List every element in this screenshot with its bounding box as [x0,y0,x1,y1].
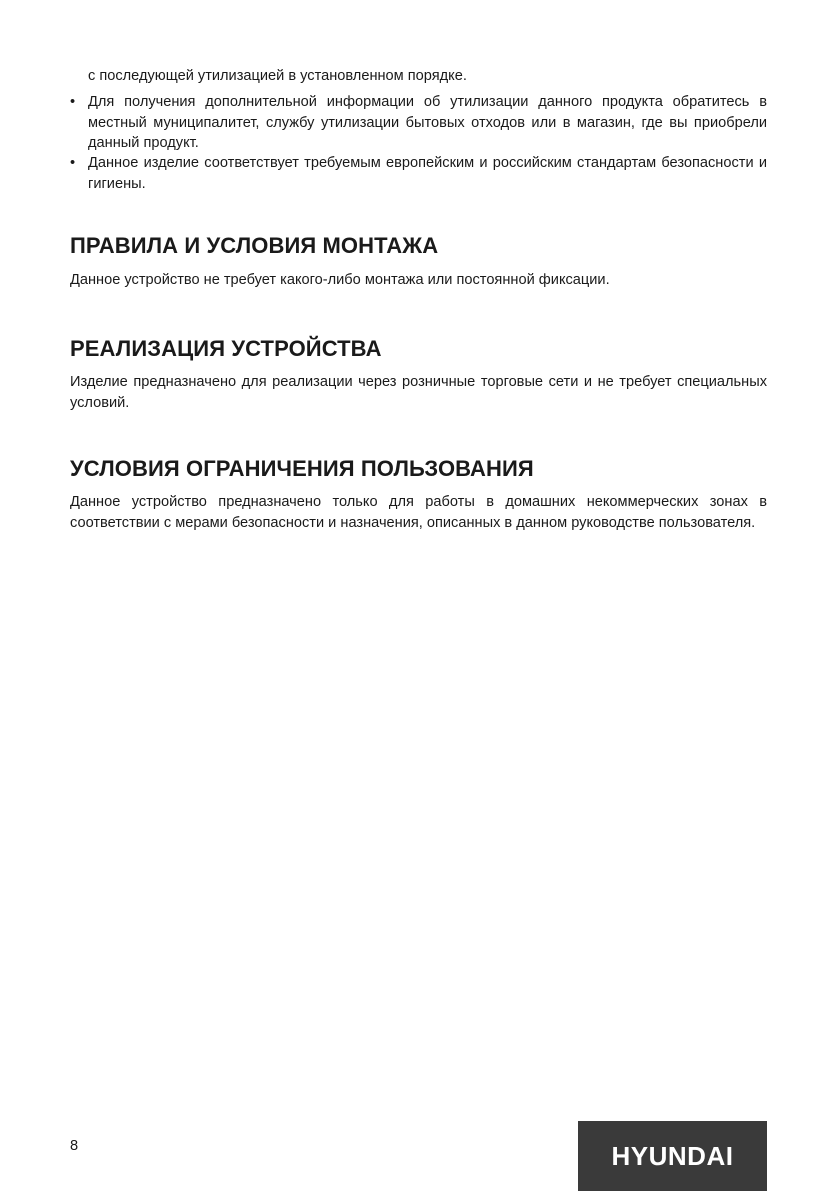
bullet-text: Для получения дополнительной информации об утилизации данного продукта обратитесь в местный муниципалитет, службу утилизации бытовых отходов или в магазин, где вы приобрели данный продукт. [88,94,767,151]
section-heading-installation: ПРАВИЛА И УСЛОВИЯ МОНТАЖА [70,233,439,258]
list-item [70,92,767,154]
bullet-icon: • [70,155,76,171]
section-heading-restrictions: УСЛОВИЯ ОГРАНИЧЕНИЯ ПОЛЬЗОВАНИЯ [70,456,534,481]
page-number: 8 [70,1138,79,1154]
bullet-text: Данное изделие соответствует требуемым европейским и российским стандартам безопасности и гигиены. [88,155,767,192]
section-text-installation: Данное устройство не требует какого-либо монтажа или постоянной фиксации. [70,272,610,288]
bullet-icon: • [70,94,76,110]
list-item [70,153,767,194]
section-text-sales: Изделие предназначено для реализации через розничные торговые сети и не требует специальных условий. [70,374,767,411]
brand-logo-text: HYUNDAI [611,1140,734,1171]
section-text-restrictions: Данное устройство предназначено только для работы в домашних некоммерческих зонах в соответствии с мерами безопасности и назначения, описанных в данном руководстве пользователя. [70,494,767,531]
section-heading-sales: РЕАЛИЗАЦИЯ УСТРОЙСТВА [70,336,382,361]
brand-logo [578,1121,767,1191]
continuation-text: с последующей утилизацией в установленном порядке. [88,68,467,84]
